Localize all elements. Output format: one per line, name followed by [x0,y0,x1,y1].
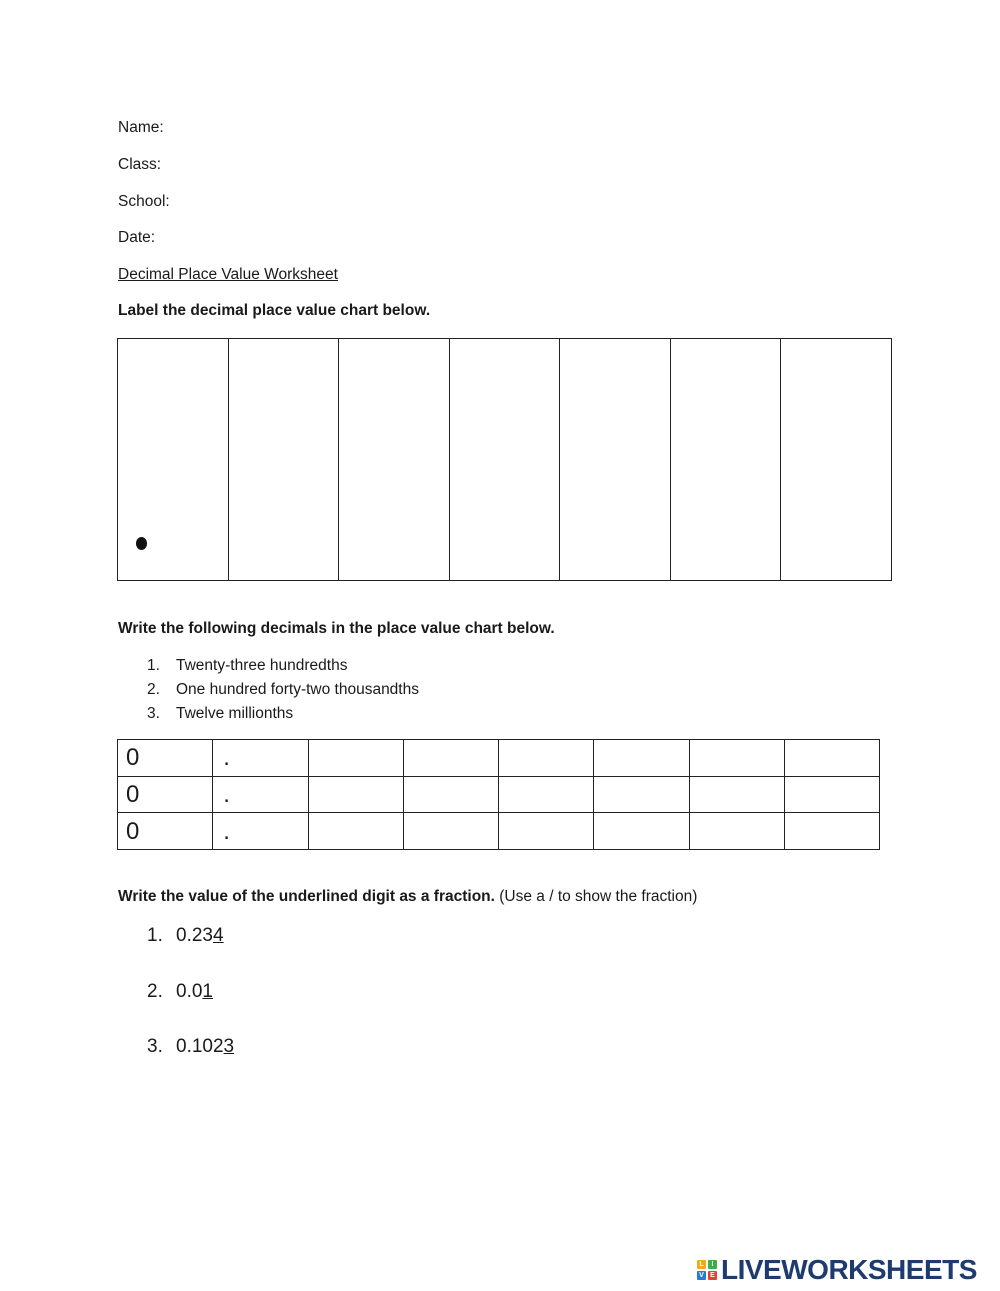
table-row [118,813,880,850]
entry-cell[interactable] [403,740,498,777]
decimal-point-dot [136,537,147,550]
date-label: Date: [118,229,156,246]
list-item: 2. One hundred forty-two thousandths [147,681,419,698]
entry-cell[interactable] [594,813,689,850]
chart1-cell-2[interactable] [228,339,339,581]
chart1-cell-5[interactable] [560,339,671,581]
logo-text: LIVEWORKSHEETS [721,1254,977,1285]
point-cell: . [213,813,308,850]
worksheet-title: Decimal Place Value Worksheet [118,266,338,283]
entry-cell[interactable] [308,776,403,813]
entry-cell[interactable] [308,740,403,777]
entry-cell[interactable] [403,776,498,813]
list-item: 2. 0.01 [147,981,213,1002]
entry-cell[interactable] [594,740,689,777]
underlined-digit: 4 [212,925,224,946]
entry-cell[interactable] [499,813,594,850]
chart1-cell-3[interactable] [339,339,450,581]
entry-cell[interactable] [784,740,879,777]
list-item: 3. Twelve millionths [147,705,294,722]
entry-cell[interactable] [689,776,784,813]
class-label: Class: [118,156,162,173]
entry-cell[interactable] [308,813,403,850]
entry-cell[interactable] [784,813,879,850]
whole-cell: 0 [118,740,213,777]
school-label: School: [118,193,170,210]
entry-cell[interactable] [689,813,784,850]
chart1-cell-4[interactable] [449,339,560,581]
chart1-cell-7[interactable] [781,339,892,581]
underlined-digit: 3 [223,1036,235,1057]
entry-cell[interactable] [499,776,594,813]
point-cell: . [213,740,308,777]
place-value-label-chart [117,338,892,581]
section3-instruction: Write the value of the underlined digit as a fraction. (Use a / to show the fraction) [118,888,698,905]
list-item: 1. Twenty-three hundredths [147,657,348,674]
logo-blocks-icon: L I V E [697,1260,717,1280]
entry-cell[interactable] [403,813,498,850]
whole-cell: 0 [118,813,213,850]
chart1-cell-6[interactable] [670,339,781,581]
liveworksheets-logo [697,1255,977,1285]
point-cell: . [213,776,308,813]
place-value-entry-chart [117,739,880,850]
entry-cell[interactable] [784,776,879,813]
chart1-cell-1[interactable] [118,339,229,581]
table-row [118,776,880,813]
entry-cell[interactable] [499,740,594,777]
table-row [118,740,880,777]
list-item: 3. 0.1023 [147,1036,235,1057]
name-label: Name: [118,119,164,136]
list-item: 1. 0.234 [147,925,224,946]
decimal-word-list [147,654,419,726]
whole-cell: 0 [118,776,213,813]
entry-cell[interactable] [689,740,784,777]
entry-cell[interactable] [594,776,689,813]
underlined-digit: 1 [202,981,213,1002]
section1-instruction: Label the decimal place value chart below. [118,302,431,319]
section2-instruction: Write the following decimals in the place value chart below. [118,620,555,637]
